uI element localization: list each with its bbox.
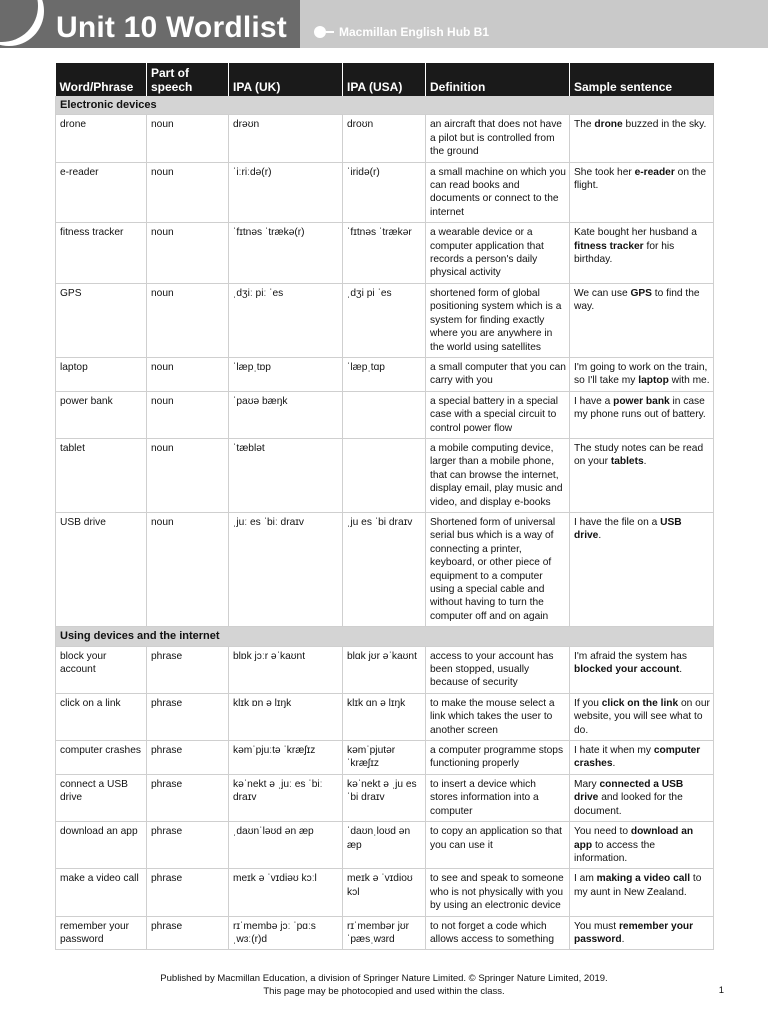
sentence-text: buzzed in the sky. bbox=[622, 119, 707, 131]
cell-definition: a small machine on which you can read books and documents or connect to the internet bbox=[426, 162, 570, 223]
cell-part-of-speech: noun bbox=[147, 115, 229, 162]
sentence-highlight: fitness tracker bbox=[574, 240, 644, 252]
sentence-text: You need to bbox=[574, 826, 631, 838]
table-row bbox=[56, 916, 714, 950]
cell-ipa-usa: kəˈnekt ə ˌju es ˈbi draɪv bbox=[343, 774, 426, 821]
cell-ipa-usa: ˌdʒi pi ˈes bbox=[343, 283, 426, 357]
sentence-text: I have a bbox=[574, 395, 614, 407]
sentence-text: to find the way. bbox=[574, 287, 700, 313]
cell-definition: a wearable device or a computer application that records a person's daily physical activity bbox=[426, 223, 570, 284]
column-header-ipa-uk: IPA (UK) bbox=[229, 63, 343, 96]
table-row bbox=[56, 741, 714, 775]
cell-part-of-speech: phrase bbox=[147, 774, 229, 821]
table-header-row bbox=[56, 63, 714, 96]
sentence-text: Kate bought her husband a bbox=[574, 227, 697, 239]
cell-ipa-uk: meɪk ə ˈvɪdiəʊ kɔːl bbox=[229, 869, 343, 916]
sentence-text: . bbox=[643, 456, 647, 468]
cell-definition: a special battery in a special case with a special circuit to control power flow bbox=[426, 391, 570, 438]
sentence-highlight: GPS bbox=[630, 287, 652, 299]
cell-part-of-speech: phrase bbox=[147, 693, 229, 740]
cell-ipa-uk: ˈiːriːdə(r) bbox=[229, 162, 343, 223]
sentence-text: I'm afraid the system has bbox=[574, 650, 687, 662]
sentence-text: with me. bbox=[668, 375, 710, 387]
cell-word: fitness tracker bbox=[56, 223, 147, 284]
table-row bbox=[56, 115, 714, 162]
cell-word: tablet bbox=[56, 438, 147, 512]
cell-ipa-uk: ˈlæpˌtɒp bbox=[229, 357, 343, 391]
footer-photocopy-note: This page may be photocopied and used within the class. bbox=[263, 986, 505, 997]
column-header-definition: Definition bbox=[426, 63, 570, 96]
column-header-sample-sentence: Sample sentence bbox=[570, 63, 714, 96]
cell-sample-sentence bbox=[570, 916, 714, 950]
table-row bbox=[56, 646, 714, 693]
cell-sample-sentence bbox=[570, 391, 714, 438]
cell-word: computer crashes bbox=[56, 741, 147, 775]
bullet-icon bbox=[314, 26, 326, 38]
sentence-highlight: USB drive bbox=[574, 516, 682, 542]
table-row bbox=[56, 512, 714, 626]
cell-word: drone bbox=[56, 115, 147, 162]
cell-part-of-speech: noun bbox=[147, 512, 229, 626]
cell-sample-sentence bbox=[570, 283, 714, 357]
cell-word: make a video call bbox=[56, 869, 147, 916]
cell-definition: to copy an application so that you can use it bbox=[426, 822, 570, 869]
cell-part-of-speech: noun bbox=[147, 438, 229, 512]
cell-word: GPS bbox=[56, 283, 147, 357]
cell-sample-sentence bbox=[570, 646, 714, 693]
sentence-text: for his birthday. bbox=[574, 240, 675, 266]
table-row bbox=[56, 774, 714, 821]
sentence-highlight: laptop bbox=[638, 375, 669, 387]
sentence-text: . bbox=[598, 530, 602, 542]
cell-ipa-usa: droʊn bbox=[343, 115, 426, 162]
sentence-text: Mary bbox=[574, 778, 600, 790]
section-heading: Electronic devices bbox=[56, 96, 714, 115]
cell-ipa-usa bbox=[343, 391, 426, 438]
sentence-highlight: remember your password bbox=[574, 920, 694, 945]
cell-part-of-speech: phrase bbox=[147, 869, 229, 916]
column-header-word: Word/Phrase bbox=[56, 63, 147, 96]
cell-word: connect a USB drive bbox=[56, 774, 147, 821]
column-header-part-of-speech: Part of speech bbox=[147, 63, 229, 96]
cell-ipa-uk: ˌdʒiː piː ˈes bbox=[229, 283, 343, 357]
section-heading-row bbox=[56, 627, 714, 646]
cell-sample-sentence bbox=[570, 869, 714, 916]
sentence-text: and looked for the document. bbox=[574, 792, 683, 817]
cell-part-of-speech: noun bbox=[147, 391, 229, 438]
sentence-text: . bbox=[679, 664, 683, 676]
sentence-text: I am bbox=[574, 873, 597, 885]
sentence-text: . bbox=[621, 933, 625, 945]
cell-sample-sentence bbox=[570, 822, 714, 869]
sentence-text: I'm going to work on the train, so I'll take my bbox=[574, 361, 708, 387]
table-row bbox=[56, 438, 714, 512]
table-row bbox=[56, 223, 714, 284]
cell-ipa-usa: klɪk ɑn ə lɪŋk bbox=[343, 693, 426, 740]
cell-word: block your account bbox=[56, 646, 147, 693]
cell-sample-sentence bbox=[570, 438, 714, 512]
table-row bbox=[56, 822, 714, 869]
cell-part-of-speech: noun bbox=[147, 223, 229, 284]
sentence-highlight: making a video call bbox=[596, 873, 691, 885]
cell-definition: shortened form of global positioning system which is a system for finding exactly where you are anywhere in the world using satellites bbox=[426, 283, 570, 357]
sentence-text: I hate it when my bbox=[574, 745, 654, 757]
dash-icon bbox=[326, 31, 334, 33]
cell-sample-sentence bbox=[570, 774, 714, 821]
cell-definition: Shortened form of universal serial bus which is a way of connecting a printer, keyboard, or other piece of equipment to a computer using a special cable and without having to turn the computer off and on again bbox=[426, 512, 570, 626]
sentence-highlight: computer crashes bbox=[574, 745, 701, 770]
cell-ipa-usa: meɪk ə ˈvɪdioʊ kɔl bbox=[343, 869, 426, 916]
cell-ipa-uk: klɪk ɒn ə lɪŋk bbox=[229, 693, 343, 740]
sentence-text: If you bbox=[574, 697, 602, 709]
sentence-highlight: drone bbox=[594, 119, 623, 131]
cell-definition: to make the mouse select a link which takes the user to another screen bbox=[426, 693, 570, 740]
cell-definition: access to your account has been stopped, usually because of security bbox=[426, 646, 570, 693]
cell-ipa-usa: ˈiridə(r) bbox=[343, 162, 426, 223]
cell-ipa-usa: kəmˈpjutər ˈkræʃɪz bbox=[343, 741, 426, 775]
sentence-text: The study notes can be read on your bbox=[574, 442, 704, 468]
title-block bbox=[0, 0, 300, 48]
cell-sample-sentence bbox=[570, 223, 714, 284]
cell-definition: to not forget a code which allows access to something bbox=[426, 916, 570, 950]
cell-sample-sentence bbox=[570, 741, 714, 775]
sentence-highlight: click on the link bbox=[601, 697, 679, 709]
page-title: Unit 10 Wordlist bbox=[56, 11, 287, 44]
cell-part-of-speech: phrase bbox=[147, 741, 229, 775]
sentence-text: to access the information. bbox=[574, 839, 655, 864]
sentence-text: on the flight. bbox=[574, 166, 706, 192]
section-heading-row bbox=[56, 96, 714, 115]
cell-word: download an app bbox=[56, 822, 147, 869]
cell-sample-sentence bbox=[570, 115, 714, 162]
sentence-highlight: download an app bbox=[574, 826, 694, 851]
cell-ipa-uk: ˌjuː es ˈbiː draɪv bbox=[229, 512, 343, 626]
cell-word: power bank bbox=[56, 391, 147, 438]
sentence-text: in case my phone runs out of battery. bbox=[574, 395, 706, 421]
cell-part-of-speech: noun bbox=[147, 283, 229, 357]
page-number: 1 bbox=[718, 985, 724, 996]
cell-ipa-uk: kəmˈpjuːtə ˈkræʃɪz bbox=[229, 741, 343, 775]
cell-definition: a small computer that you can carry with you bbox=[426, 357, 570, 391]
cell-sample-sentence bbox=[570, 512, 714, 626]
sentence-highlight: e-reader bbox=[634, 166, 675, 178]
cell-ipa-uk: blɒk jɔːr əˈkaʊnt bbox=[229, 646, 343, 693]
cell-word: remember your password bbox=[56, 916, 147, 950]
cell-word: click on a link bbox=[56, 693, 147, 740]
cell-sample-sentence bbox=[570, 162, 714, 223]
table-row bbox=[56, 869, 714, 916]
column-header-ipa-usa: IPA (USA) bbox=[343, 63, 426, 96]
cell-ipa-usa: ˈdaʊnˌloʊd ən æp bbox=[343, 822, 426, 869]
table-row bbox=[56, 693, 714, 740]
sentence-text: You must bbox=[574, 920, 619, 932]
footer-copyright: Published by Macmillan Education, a division of Springer Nature Limited. © Springer Nature Limited, 2019. bbox=[160, 973, 608, 984]
section-heading: Using devices and the internet bbox=[56, 627, 714, 646]
cell-ipa-usa: ˈfɪtnəs ˈtrækər bbox=[343, 223, 426, 284]
brand-name: Macmillan English Hub B1 bbox=[339, 25, 490, 39]
sentence-text: . bbox=[612, 758, 616, 770]
cell-ipa-uk: kəˈnekt ə ˌjuː es ˈbiː draɪv bbox=[229, 774, 343, 821]
sentence-text: I have the file on a bbox=[574, 516, 661, 528]
cell-part-of-speech: noun bbox=[147, 357, 229, 391]
sentence-text: to my aunt in New Zealand. bbox=[574, 873, 702, 898]
cell-ipa-uk: ˈfɪtnəs ˈtrækə(r) bbox=[229, 223, 343, 284]
cell-definition: a mobile computing device, larger than a mobile phone, that can browse the internet, display email, play music and video, and display e-books bbox=[426, 438, 570, 512]
table-row bbox=[56, 391, 714, 438]
sentence-text: The bbox=[574, 119, 595, 131]
cell-part-of-speech: phrase bbox=[147, 916, 229, 950]
cell-definition: to see and speak to someone who is not physically with you by using an electronic device bbox=[426, 869, 570, 916]
sentence-highlight: tablets bbox=[610, 456, 644, 468]
sentence-text: We can use bbox=[574, 287, 631, 299]
cell-definition: to insert a device which stores information into a computer bbox=[426, 774, 570, 821]
table-row bbox=[56, 283, 714, 357]
wordlist-body bbox=[56, 96, 714, 950]
cell-ipa-usa: ˈlæpˌtɑp bbox=[343, 357, 426, 391]
cell-ipa-uk: ˈtæblət bbox=[229, 438, 343, 512]
cell-definition: a computer programme stops functioning properly bbox=[426, 741, 570, 775]
cell-part-of-speech: phrase bbox=[147, 646, 229, 693]
table-row bbox=[56, 357, 714, 391]
cell-definition: an aircraft that does not have a pilot but is controlled from the ground bbox=[426, 115, 570, 162]
cell-ipa-usa: blɑk jʊr əˈkaʊnt bbox=[343, 646, 426, 693]
cell-word: e-reader bbox=[56, 162, 147, 223]
wordlist-table bbox=[55, 63, 714, 950]
cell-ipa-usa: ˌju es ˈbi draɪv bbox=[343, 512, 426, 626]
cell-word: USB drive bbox=[56, 512, 147, 626]
table-row bbox=[56, 162, 714, 223]
cell-part-of-speech: noun bbox=[147, 162, 229, 223]
cell-sample-sentence bbox=[570, 693, 714, 740]
cell-ipa-usa: rɪˈmembər jʊr ˈpæsˌwɜrd bbox=[343, 916, 426, 950]
sentence-highlight: connected a USB drive bbox=[574, 778, 684, 804]
sentence-text: on our website, you will see what to do. bbox=[574, 697, 710, 736]
sentence-highlight: power bank bbox=[613, 395, 670, 407]
cell-word: laptop bbox=[56, 357, 147, 391]
cell-ipa-uk: drəʊn bbox=[229, 115, 343, 162]
cell-ipa-uk: ˌdaʊnˈləʊd ən æp bbox=[229, 822, 343, 869]
cell-ipa-uk: ˈpaʊə bæŋk bbox=[229, 391, 343, 438]
cell-ipa-usa bbox=[343, 438, 426, 512]
footer bbox=[0, 972, 768, 998]
brand-label bbox=[314, 25, 489, 39]
cell-sample-sentence bbox=[570, 357, 714, 391]
sentence-highlight: blocked your account bbox=[574, 664, 680, 676]
sentence-text: She took her bbox=[574, 166, 635, 178]
cell-ipa-uk: rɪˈmembə jɔː ˈpɑːsˌwɜː(r)d bbox=[229, 916, 343, 950]
cell-part-of-speech: phrase bbox=[147, 822, 229, 869]
